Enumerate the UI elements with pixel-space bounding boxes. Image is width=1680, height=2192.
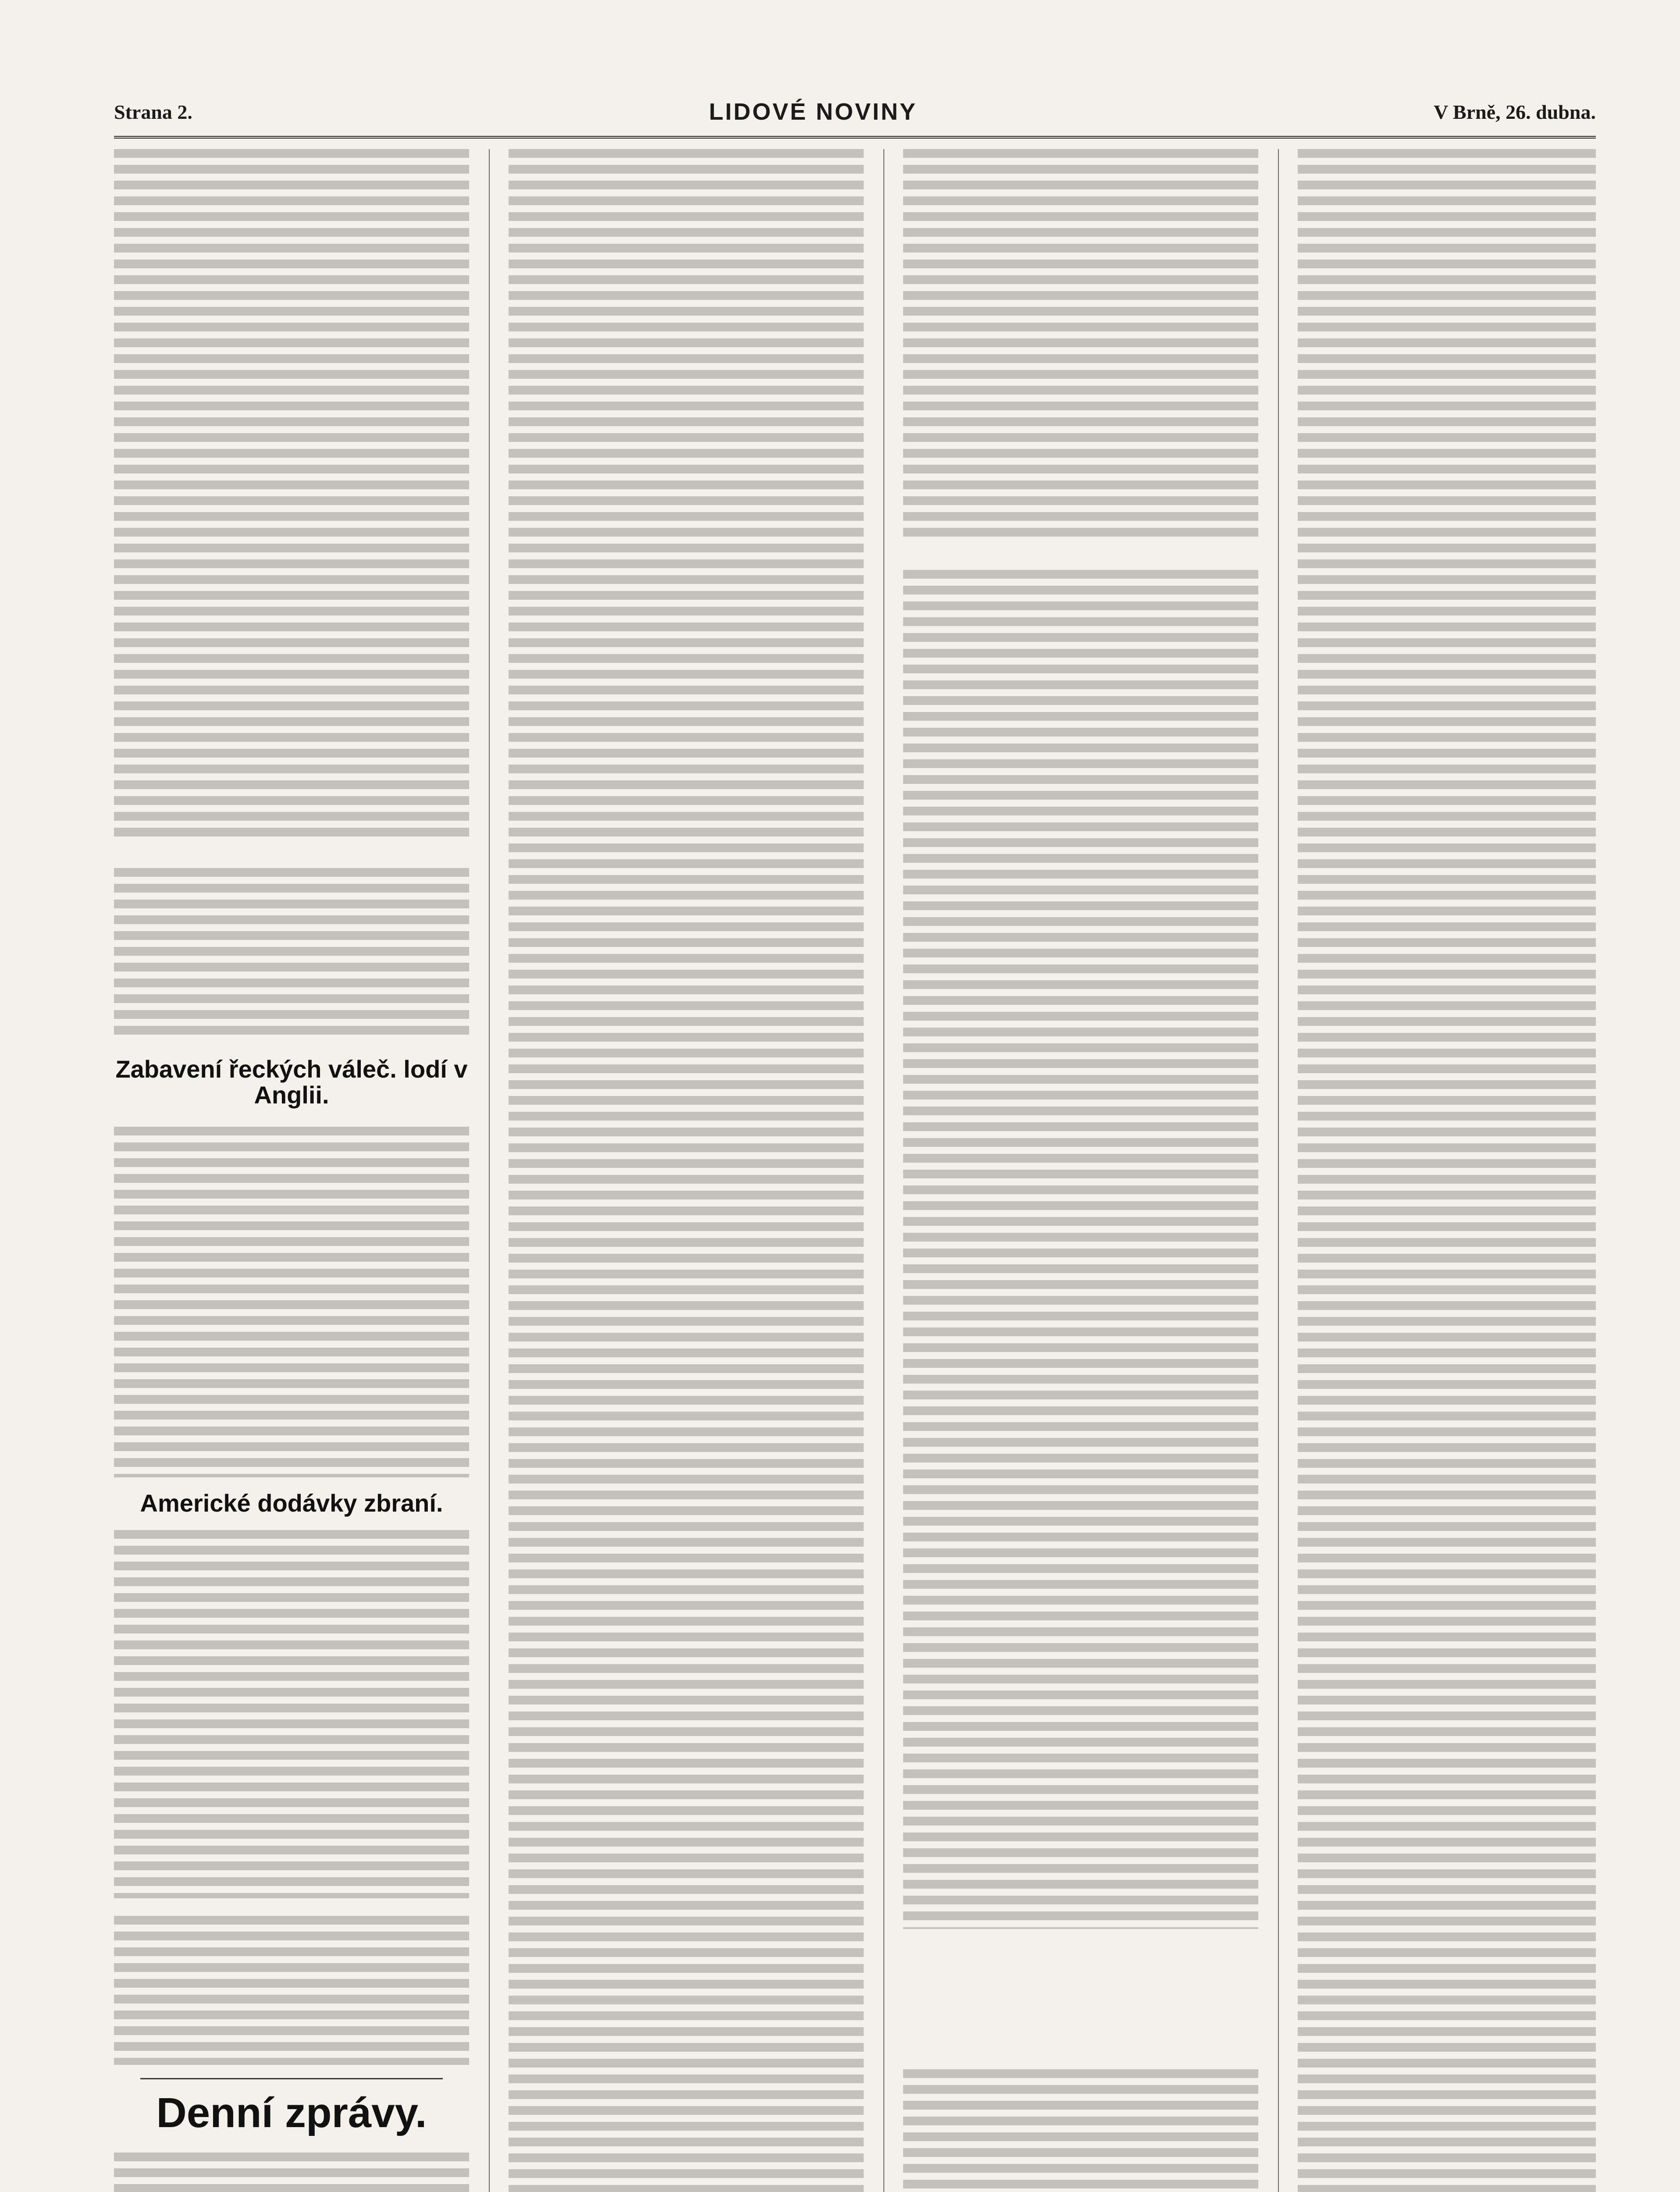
- column-3: [903, 149, 1258, 2192]
- section-heading: Denní zprávy.: [156, 2089, 427, 2136]
- section-heading: Americké dodávky zbraní.: [140, 1489, 443, 1517]
- text-block: [509, 149, 864, 2192]
- text-block: [1298, 149, 1596, 2192]
- text-block: [903, 2069, 1258, 2192]
- text-block: [903, 570, 1258, 1929]
- text-block: [114, 868, 469, 1035]
- column-4: [1298, 149, 1596, 2192]
- columns: [114, 149, 1596, 2192]
- text-block: [114, 1916, 469, 2065]
- text-block: [903, 149, 1258, 544]
- text-block: [114, 1530, 469, 1898]
- dateline: V Brně, 26. dubna.: [1434, 100, 1596, 123]
- masthead: [114, 88, 1596, 139]
- column-rule: [883, 149, 884, 2192]
- newspaper-page: [114, 88, 1596, 2192]
- text-block: [114, 149, 469, 842]
- page-number: Strana 2.: [114, 100, 192, 123]
- column-1: [114, 149, 469, 2192]
- text-block: [114, 1127, 469, 1477]
- newspaper-title: LIDOVÉ NOVINY: [709, 99, 918, 125]
- column-rule: [489, 149, 490, 2192]
- section-heading: Zabavení řeckých váleč. lodí v Anglii.: [115, 1055, 468, 1109]
- separator-rule: [140, 2078, 443, 2079]
- column-2: [509, 149, 864, 2192]
- column-rule: [1278, 149, 1279, 2192]
- text-block: [114, 2153, 469, 2192]
